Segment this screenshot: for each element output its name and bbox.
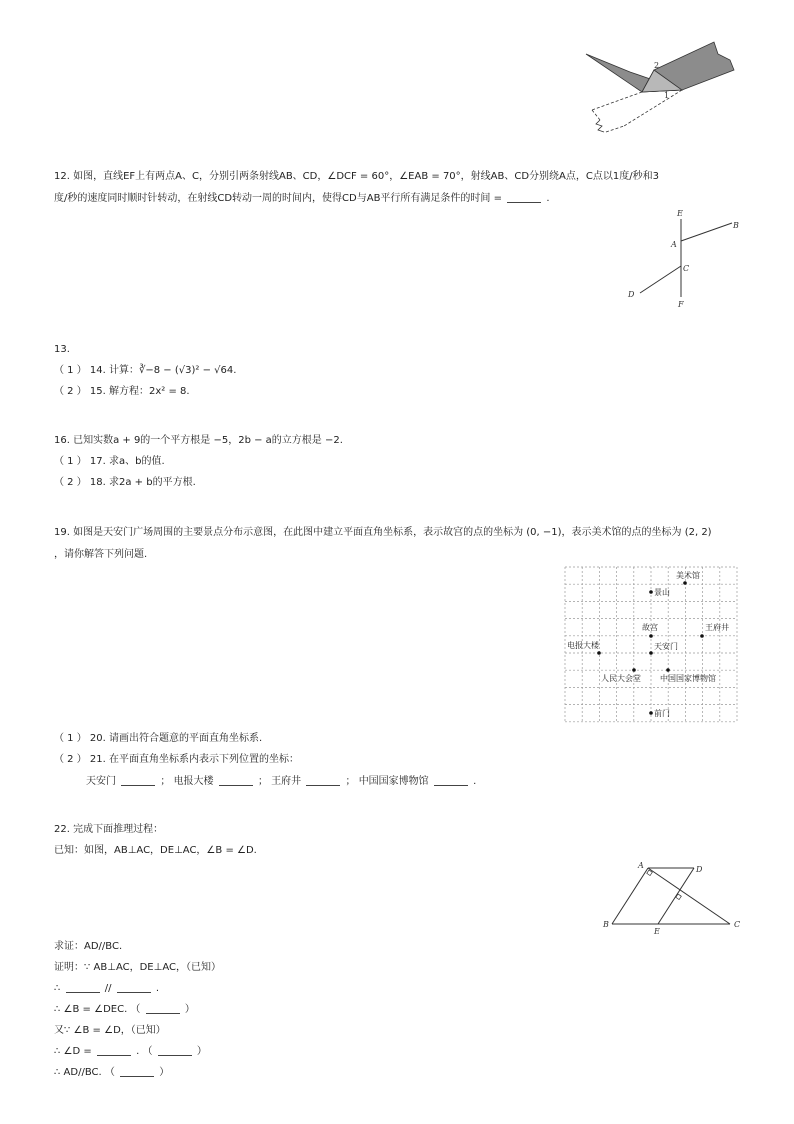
map-label-dianbao: 电报大楼 xyxy=(567,641,599,650)
q16-part2-text: 18. 求2a + b的平方根. xyxy=(89,477,196,488)
q22-proof6-b: ） xyxy=(159,1067,170,1078)
q22-proof5 xyxy=(54,1045,207,1059)
q12-line1: 12. 如图，直线EF上有两点A、C，分别引两条射线AB、CD，∠DCF = 60°，∠EAB = 70°，射线AB、CD分别绕A点，C点以1度/秒和3 xyxy=(54,171,659,182)
q19-part2-num: （ 2 ） xyxy=(54,754,87,765)
q22-proof3 xyxy=(54,1003,195,1017)
coord-blank-bowuguan[interactable] xyxy=(434,775,468,786)
q12-label-F: F xyxy=(678,300,684,309)
coord-sep-3: ； xyxy=(345,776,356,787)
map-label-tiananmen: 天安门 xyxy=(654,642,678,651)
q19-part1-text: 20. 请画出符合题意的平面直角坐标系. xyxy=(89,733,263,744)
q12-line2-text: 度/秒的速度同时顺时针转动，在射线CD转动一周的时间内，使得CD与AB平行所有满足条件的时间 = xyxy=(54,193,502,204)
fold-label-1: 1 xyxy=(664,91,670,100)
q22-prove: 求证：AD//BC. xyxy=(54,941,123,952)
q22-blank-6[interactable] xyxy=(120,1066,154,1077)
folded-strip-figure xyxy=(584,40,744,140)
q22-proof2-b: // xyxy=(104,983,112,994)
map-label-meishuguan: 美术馆 xyxy=(676,571,700,580)
q19-line1: 19. 如图是天安门广场周围的主要景点分布示意图，在此图中建立平面直角坐标系，表示故宫的点的坐标为 (0, −1)，表示美术馆的点的坐标为 (2, 2) xyxy=(54,527,712,538)
q22-label-A: A xyxy=(638,861,644,870)
q22-blank-2[interactable] xyxy=(117,982,151,993)
coord-label-dianbao: 电报大楼 xyxy=(173,776,214,787)
q22-proof5-b: . （ xyxy=(136,1046,153,1057)
q22-proof5-a: ∴ ∠D = xyxy=(54,1046,92,1057)
q19-part1 xyxy=(54,732,262,746)
q16-part1-text: 17. 求a、b的值. xyxy=(89,456,165,467)
q22-blank-1[interactable] xyxy=(66,982,100,993)
q13-part1 xyxy=(54,364,236,378)
q22-given: 已知：如图，AB⊥AC，DE⊥AC，∠B = ∠D. xyxy=(54,845,257,856)
q13-part2-text: 15. 解方程：2x² = 8. xyxy=(89,386,190,397)
fold-label-2: 2 xyxy=(654,61,660,70)
q22-blank-5[interactable] xyxy=(158,1045,192,1056)
q19-line2: ，请你解答下列问题. xyxy=(54,549,148,560)
q16-part2 xyxy=(54,476,196,490)
q12-answer-blank[interactable] xyxy=(507,192,541,203)
q22-proof2 xyxy=(54,982,159,996)
q22-proof2-c: . xyxy=(155,983,160,994)
q19-map-figure xyxy=(564,566,739,724)
q22-proof3-b: ） xyxy=(184,1004,195,1015)
q19-part2 xyxy=(54,753,299,767)
q12-figure xyxy=(620,205,750,315)
coord-blank-dianbao[interactable] xyxy=(219,775,253,786)
q22-proof2-a: ∴ xyxy=(54,983,61,994)
map-label-qianmen: 前门 xyxy=(654,709,670,718)
q13-part2-num: （ 2 ） xyxy=(54,386,87,397)
q19-part1-num: （ 1 ） xyxy=(54,733,87,744)
q22-proof6-a: ∴ AD//BC. （ xyxy=(54,1067,115,1078)
q22-title: 22. 完成下面推理过程： xyxy=(54,824,164,835)
q22-blank-4[interactable] xyxy=(97,1045,131,1056)
coord-label-bowuguan: 中国国家博物馆 xyxy=(358,776,429,787)
q22-proof3-a: ∴ ∠B = ∠DEC. （ xyxy=(54,1004,141,1015)
q22-blank-3[interactable] xyxy=(146,1003,180,1014)
coord-label-tiananmen: 天安门 xyxy=(86,776,116,787)
map-label-renmin: 人民大会堂 xyxy=(601,674,641,683)
q12-label-C: C xyxy=(683,264,690,273)
map-label-jingshan: 景山 xyxy=(654,588,670,597)
q22-label-B: B xyxy=(603,920,609,929)
q12-label-D: D xyxy=(628,290,635,299)
q13-title: 13. xyxy=(54,344,70,355)
q22-proof4: 又∵ ∠B = ∠D，（已知） xyxy=(54,1025,166,1036)
q12-label-A: A xyxy=(671,240,677,249)
q22-label-C: C xyxy=(734,920,741,929)
q22-figure xyxy=(598,858,748,938)
q16-part1 xyxy=(54,455,165,469)
q22-proof5-c: ） xyxy=(196,1046,207,1057)
map-label-gugong: 故宫 xyxy=(642,623,658,632)
coord-blank-wangfujing[interactable] xyxy=(306,775,340,786)
q16-part1-num: （ 1 ） xyxy=(54,456,87,467)
q12-line2-end: . xyxy=(546,193,550,204)
map-label-bowuguan: 中国国家博物馆 xyxy=(660,674,716,683)
q13-part1-num: （ 1 ） xyxy=(54,365,87,376)
q22-label-D: D xyxy=(696,865,703,874)
coord-blank-tiananmen[interactable] xyxy=(121,775,155,786)
q19-coords-line xyxy=(86,775,476,789)
q13-part2 xyxy=(54,385,190,399)
coord-end: . xyxy=(473,776,477,787)
q12-line2 xyxy=(54,192,550,206)
q12-label-E: E xyxy=(677,209,683,218)
q19-part2-text: 21. 在平面直角坐标系内表示下列位置的坐标： xyxy=(89,754,300,765)
map-label-wangfujing: 王府井 xyxy=(705,623,729,632)
q22-proof1: 证明：∵ AB⊥AC，DE⊥AC，（已知） xyxy=(54,962,221,973)
coord-label-wangfujing: 王府井 xyxy=(271,776,302,787)
q16-part2-num: （ 2 ） xyxy=(54,477,87,488)
q22-label-E: E xyxy=(654,927,660,936)
coord-sep-1: ； xyxy=(160,776,171,787)
q22-proof6 xyxy=(54,1066,169,1080)
coord-sep-2: ； xyxy=(257,776,268,787)
q16-title: 16. 已知实数a + 9的一个平方根是 −5，2b − a的立方根是 −2. xyxy=(54,435,343,446)
q13-part1-text: 14. 计算：∛−8 − (√3)² − √64. xyxy=(89,365,237,376)
q12-label-B: B xyxy=(733,221,739,230)
